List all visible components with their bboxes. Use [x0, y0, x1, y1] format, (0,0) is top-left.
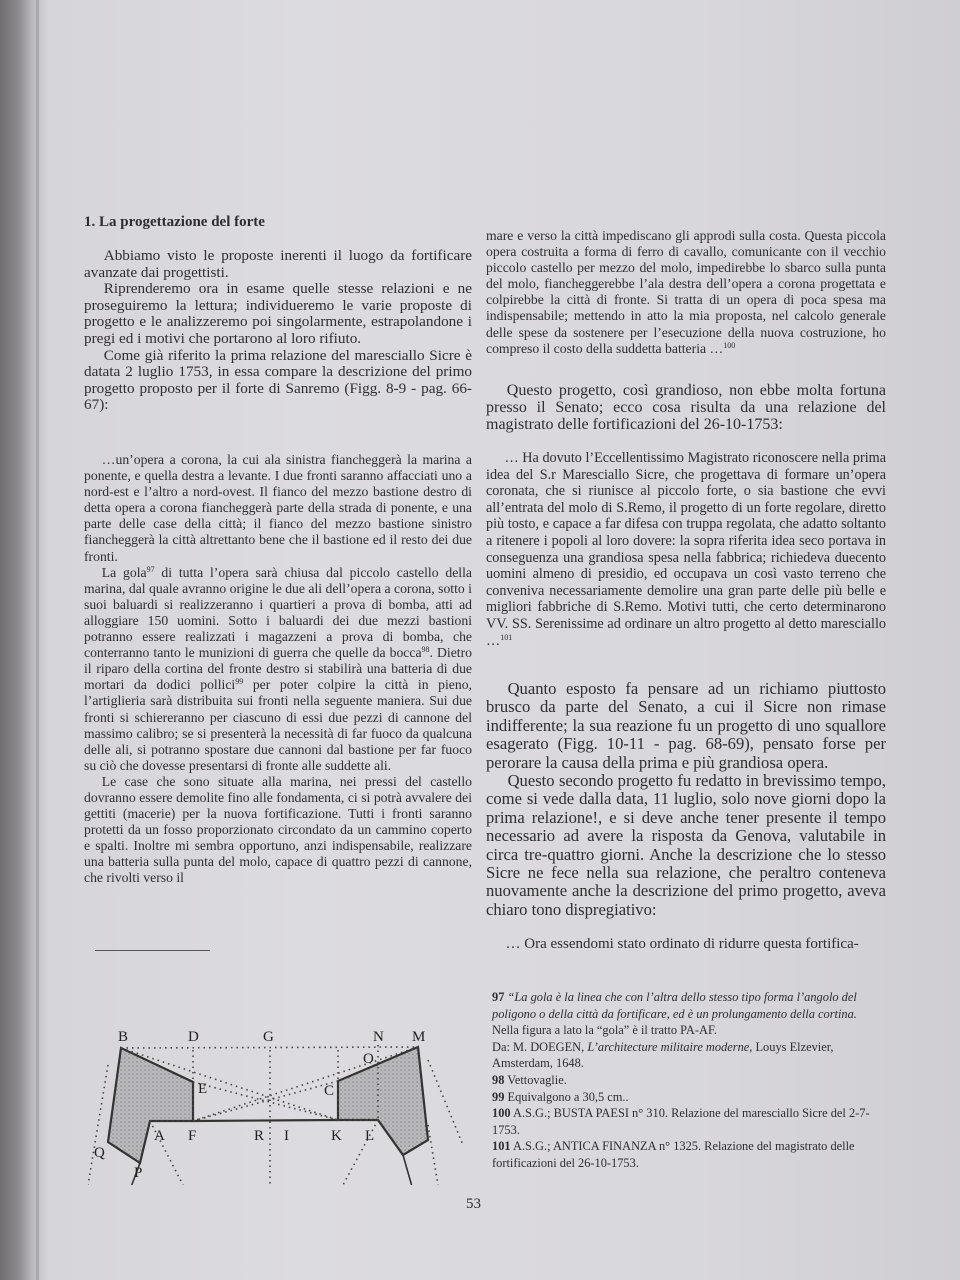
footnotes [492, 989, 892, 1172]
label-g: G [263, 1029, 274, 1045]
footnote-quote: “La gola è la linea che con l’altra dello stesso tipo forma l’angolo del poligono o della città da fortificare, ed è un prolungamento della cortina. [492, 990, 857, 1021]
paragraph-questo-progetto [486, 382, 886, 433]
right-bastion [338, 1047, 428, 1155]
text: Da: M. DOEGEN, [492, 1039, 588, 1054]
paragraph: Questo secondo progetto fu redatto in brevissimo tempo, come si vede dalla data, 11 luglio, solo nove giorni dopo la prima relazione!, e si deve anche tener presente il tempo necessario ad avere la risposta da Genova, valutabile in circa tre-quattro giorni. Anche la descrizione che lo stesso Sicre ne fece nella sua relazione, che peraltro conteneva nuovamente anche la descrizione del primo progetto, aveva chiaro tono dispregiativo: [486, 771, 886, 919]
footnote-ref: 97 [146, 564, 155, 574]
footnote-ref: 101 [500, 632, 513, 642]
footnote-number: 101 [492, 1139, 511, 1154]
text: … Ha dovuto l’Eccellentissimo Magistrato riconoscere nella prima idea del S.r Maresciallo Sicre, che progettava di formare un’opera coronata, che si riunisce al piccolo forte, o sia bastione che evvi all’entrata del molo di S.Remo, il progetto di un forte regolare, diretto più tosto, e capace a far difesa con truppa regolata, che adatto soltanto a ritenere i popoli al loro dovere: la sopra riferita idea seco portava in conseguenza una grandiosa spesa nella fabbrica; richiedeva duecento uomini almeno di presidio, ed occupava un così vasto terreno che conveniva necessariamente demolire una gran parte delle più belle e migliori fabbriche di S.Remo. Motivi tutti, che certo determinarono VV. SS. Serenissime ad ordinare un altro progetto al detto maresciallo … [486, 450, 886, 649]
label-a: A [154, 1128, 165, 1144]
text: mare e verso la città impediscano gli approdi sulla costa. Questa piccola opera costruita a forma di ferro di cavallo, comunicante con il vecchio piccolo castello per mezzo del molo, impedirebbe lo sbarco sulla punta del molo, fiancheggerebbe l’ala destra dell’opera a corona progettata e colpirebbe la città di fronte. Si tratta di un opera di poca spesa ma indispensabile; mettendo in atto la mia proposta, nel calcolo generale delle spese da sostenere per l’esecuzione della nuova costruzione, ho compreso il costo della suddetta batteria … [486, 228, 886, 356]
paragraphs-second-project [486, 680, 886, 919]
label-r: R [254, 1128, 265, 1144]
quote-paragraph: Le case che sono situate alla marina, nei pressi del castello dovranno essere demolite fino alle fondamenta, ci si potrà avvalere dei gettiti (macerie) per la nuova fortificazione. Tutti i fronti saranno protetti da un fosso proporzionato circondato da un cammino coperto e spalti. Inoltre mi sembra opportuno, anzi indispensabile, realizzare una batteria sulla punta del molo, capace di quattro pezzi di cannone, che rivolti verso il [84, 773, 472, 886]
quote-start-ora [486, 936, 886, 952]
footnote-text: A.S.G.; ANTICA FINANZA n° 1325. Relazione del magistrato delle fortificazioni del 26-10-1753. [492, 1139, 855, 1170]
label-i: I [284, 1128, 289, 1144]
quote-paragraph: … Ora essendomi stato ordinato di ridurre questa fortifica- [505, 936, 859, 952]
book-title: L’architecture militaire moderne [587, 1039, 750, 1054]
label-n: N [373, 1029, 384, 1045]
paragraph: Abbiamo visto le proposte inerenti il luogo da fortificare avanzate dai progettisti. [84, 247, 472, 281]
section-title: 1. La progettazione del forte [84, 214, 265, 230]
footnote-101 [492, 1138, 892, 1171]
intro-paragraphs [84, 248, 472, 414]
label-p: P [134, 1165, 143, 1181]
paragraph: Quanto esposto fa pensare ad un richiamo piuttosto brusco da parte del Senato, a cui il Sicre non rimase indifferente; la sua reazione fu un progetto di uno squallore esagerato (Figg. 10-11 - pag. 68-69), pensato forse per perorare la causa della prima e più grandiosa opera. [486, 679, 886, 772]
label-f: F [188, 1128, 197, 1144]
label-o: O [363, 1051, 374, 1067]
text: , Louys Elzevier, Amsterdam, 1648. [492, 1039, 834, 1071]
left-bastion [108, 1048, 193, 1163]
quote-block-magistrato [486, 450, 886, 649]
label-k: K [331, 1128, 342, 1144]
footnote-number: 100 [492, 1106, 511, 1121]
footnote-number: 98 [492, 1072, 505, 1087]
label-l: L [365, 1128, 375, 1144]
paragraph: Come già riferito la prima relazione del maresciallo Sicre è datata 2 luglio 1753, in essa compare la descrizione del primo progetto proposto per il forte di Sanremo (Figg. 8-9 - pag. 66-67): [84, 346, 472, 414]
text: di tutta l’opera sarà chiusa dal piccolo castello della marina, dal quale avranno origine le due ali dell’opera a corona, sotto i suoi baluardi si realizzeranno i quartieri a prova di bomba, atti ad alloggiare 150 uomini. Sotto i baluardi dei due mezzi bastioni potranno essere realizzati i magazzeni a prova di bomba, che conterranno tanto le munizioni di guerra che quelle da bocca [84, 564, 472, 661]
footnote-number: 97 [492, 990, 505, 1004]
fortification-diagram [88, 1005, 488, 1185]
footnote-text: A.S.G.; BUSTA PAESI n° 310. Relazione del maresciallo Sicre del 2-7-1753. [492, 1106, 870, 1137]
footnote-ref: 98 [421, 645, 430, 655]
line-right-flank [403, 1155, 413, 1185]
label-e: E [198, 1081, 208, 1097]
footnote-ref: 100 [723, 340, 736, 350]
paragraph: Questo progetto, così grandioso, non ebbe molta fortuna presso il Senato; ecco cosa risulta da una relazione del magistrato delle fortificazioni del 26-10-1753: [486, 382, 886, 433]
footnote-99 [492, 1089, 892, 1106]
label-m: M [412, 1029, 426, 1045]
curtain-line [193, 1120, 338, 1121]
label-c: C [324, 1083, 335, 1099]
quote-paragraph [486, 228, 886, 357]
label-q: Q [94, 1145, 105, 1161]
quote-continuation [486, 228, 886, 357]
footnote-text: Vettovaglie. [507, 1072, 567, 1087]
text: . Dietro il riparo della cortina del fronte destro si stabilirà una batteria di due mortari da dodici pollici [84, 645, 472, 693]
text: per poter colpire la città in pieno, l’artiglieria sarà distribuita sui fronti nella seguente maniera. Sui due fronti si schiereranno per ciascuno di essi due pezzi di cannone del massimo calibro; se si presenterà la necessità di far fuoco da qualcuna delle ali, si potranno spostare due cannoni dal bastione per far fuoco su ciò che dovesse presentarsi di fronte alle suddette ali. [84, 677, 472, 773]
footnote-98 [492, 1072, 892, 1089]
footnote-97-source [492, 1039, 892, 1072]
page-number: 53 [466, 1196, 481, 1212]
footnote-100 [492, 1105, 892, 1138]
footnote-97-note: Nella figura a lato la “gola” è il tratto PA-AF. [492, 1023, 717, 1038]
footnote-number: 99 [492, 1089, 505, 1104]
footnote-separator [95, 950, 210, 951]
footnote-97 [492, 989, 892, 1022]
quote-paragraph: …un’opera a corona, la cui ala sinistra fiancheggerà la marina a ponente, e quella destra a levante. I due fronti saranno affacciati uno a nord-est e l’altro a nord-ovest. Il fianco del mezzo bastione destro di detta opera a corona fiancheggerà parte della strada di ponente, e una parte delle case della città; il fianco del mezzo bastione sinistro fiancheggerà la città altrettanto bene che il bastione ed il resto dei due fronti. [84, 452, 472, 564]
quote-paragraph [486, 450, 886, 649]
footnote-ref: 99 [235, 677, 244, 687]
quote-block-sicre [84, 452, 472, 887]
label-d: D [188, 1029, 199, 1045]
label-b: B [118, 1029, 129, 1045]
footnote-text: Equivalgono a 30,5 cm.. [507, 1089, 629, 1104]
text: La gola [101, 564, 147, 580]
paragraph: Riprenderemo ora in esame quelle stesse relazioni e ne proseguiremo la lettura; individueremo le varie proposte di progetto e le analizzeremo poi singolarmente, estrapolandone i pregi ed i motivi che portarono al loro rifiuto. [84, 280, 472, 347]
quote-paragraph [84, 565, 472, 774]
book-binding-edge [36, 0, 39, 1280]
